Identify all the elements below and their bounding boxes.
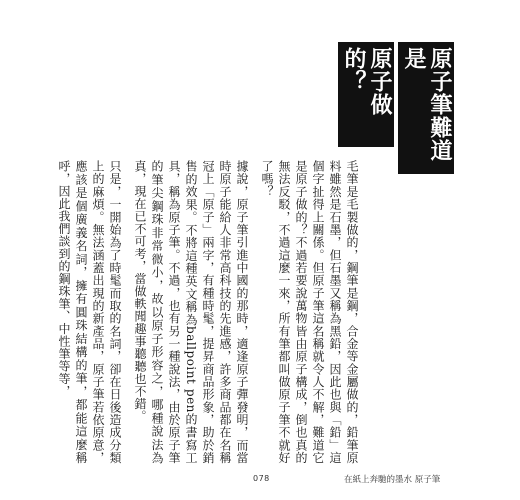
page-footer	[0, 470, 520, 490]
chapter-title-line-2: 原子做的？	[338, 42, 394, 147]
paragraph-3: 只是，一開始為了時髦而取的名詞，卻在日後造成分類上的麻煩。無法涵蓋出現的新產品，原子筆若依原意，應該是個廣義名詞，擁有圓珠結構的筆，都能這麼稱呼，因此我們談到的鋼珠筆、中性筆等等，	[57, 160, 122, 464]
page-number: 078	[253, 474, 270, 483]
chapter-title-line-1: 原子筆難道是	[398, 42, 454, 174]
body-text	[57, 160, 360, 464]
running-head: 在紙上奔馳的墨水 原子筆	[344, 475, 441, 485]
chapter-title	[338, 42, 454, 174]
paragraph-1: 毛筆是毛製做的，鋼筆是鋼，合金等金屬做的，鉛筆原料雖然是石墨，但石墨又稱為黑鉛，因此也與「鉛」這個字扯得上關係。但原子筆這名稱就令人不解，難道它是原子做的？不過若要說萬物皆由原子構成，倒也真的無法反駁，不過這麼一來，所有筆都叫做原子筆不就好了嗎？	[260, 160, 359, 464]
paragraph-2: 據說，原子筆引進中國的那時，適逢原子彈發明，而當時原子能給人非常高科技的先進感，許多商品都在名稱冠上「原子」兩字，有種時髦，提昇商品形象，助於銷售的效果。不將這種英文稱為ballpoint pen的書寫工具，稱為原子筆。不過，也有另一種說法，由於原子筆的筆尖鋼珠非常微小，故以原子形容之，哪種說法為真，現在已不可考，當做軼聞趣事聽聽也不錯。	[133, 160, 249, 464]
